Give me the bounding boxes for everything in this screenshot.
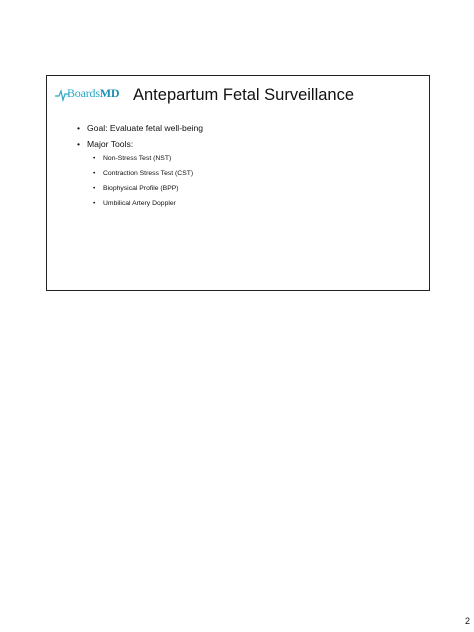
- logo-wordmark: BoardsMD: [67, 86, 120, 100]
- sub-bullet-bpp: • Biophysical Profile (BPP): [93, 184, 203, 193]
- sub-bullet-cst: • Contraction Stress Test (CST): [93, 169, 203, 178]
- bullet-goal: • Goal: Evaluate fetal well-being: [77, 122, 203, 134]
- slide-title: Antepartum Fetal Surveillance: [133, 86, 355, 104]
- bullet-major-tools: [77, 138, 203, 208]
- bullet-major-tools-label: Major Tools:: [87, 139, 134, 149]
- sub-bullet-doppler: • Umbilical Artery Doppler: [93, 199, 203, 208]
- bullet-list: [77, 122, 203, 214]
- page-number: 2: [464, 616, 470, 626]
- boardsmd-logo: [55, 86, 119, 104]
- sub-bullet-list: [87, 154, 203, 208]
- slide-frame: [46, 75, 430, 291]
- sub-bullet-nst: • Non-Stress Test (NST): [93, 154, 203, 163]
